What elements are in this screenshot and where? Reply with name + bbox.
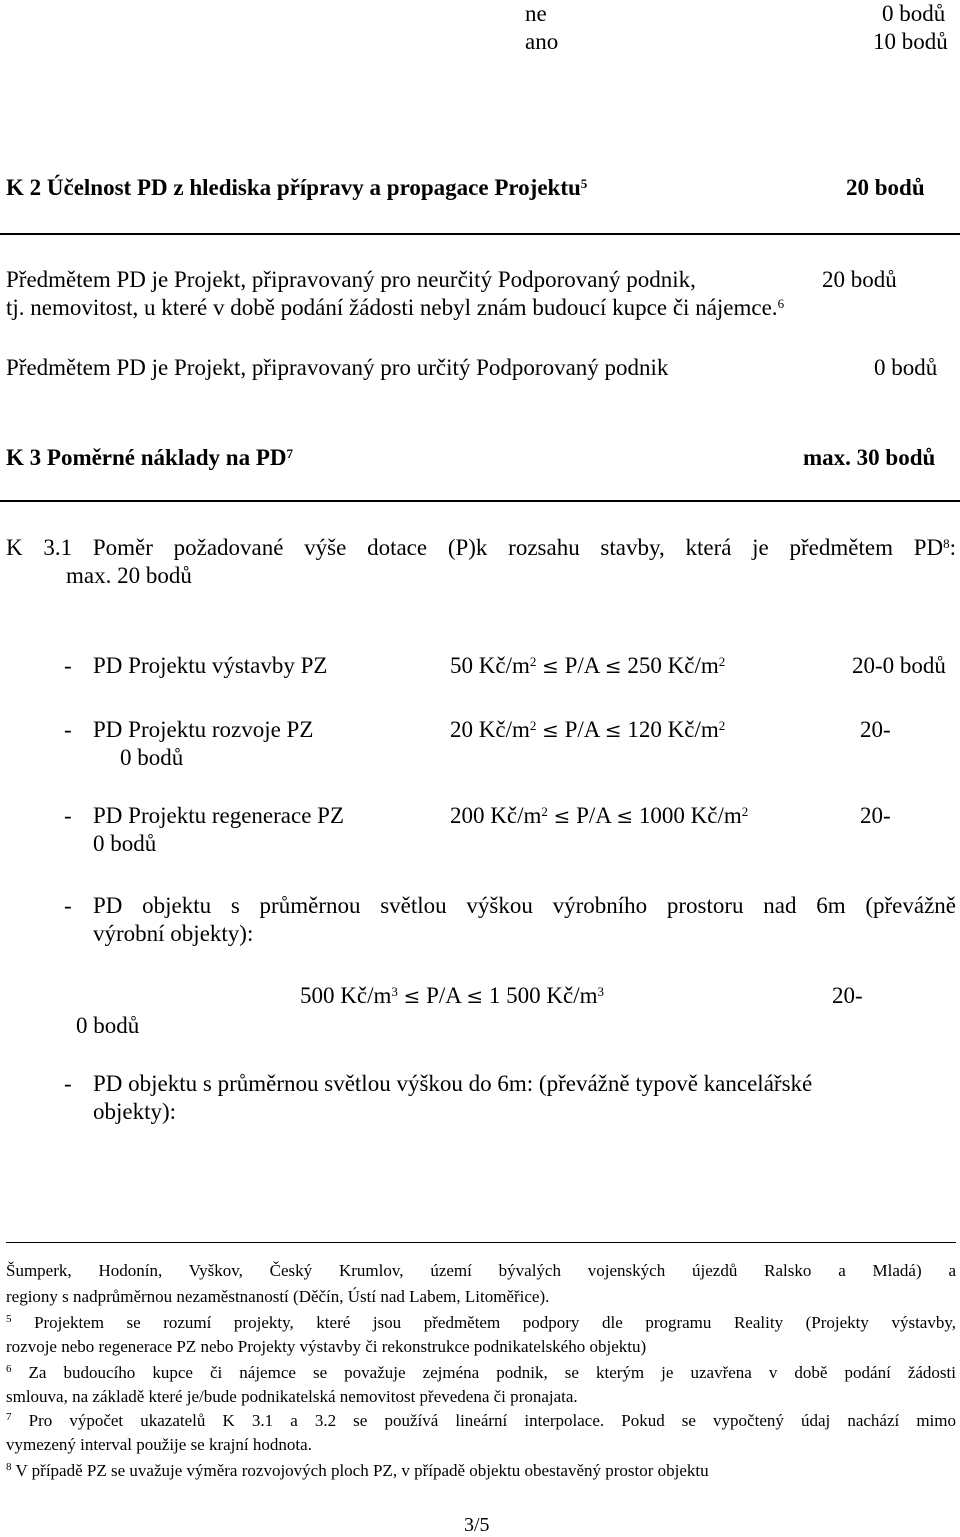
k2-item-b-line: Předmětem PD je Projekt, připravovaný pro určitý Podporovaný podnik	[6, 355, 669, 380]
row2-label: PD Projektu rozvoje PZ	[93, 717, 314, 742]
k31-line2: max. 20 bodů	[66, 563, 192, 588]
footnote-7-line2: vymezený interval použije se krajní hodnota.	[6, 1435, 312, 1454]
row4-line2: výrobní objekty):	[93, 921, 254, 946]
k3-footnote-ref: 7	[286, 446, 293, 462]
footnote-7-line1: $^7$ Pro výpočet ukazatelů K 3.1 a 3.2 se používá lineární interpolace. Pokud se vypočtený údaj nachází mimo	[6, 1411, 957, 1430]
row2-points-a: 20-	[860, 717, 891, 742]
k2-points: 20 bodů	[846, 175, 925, 200]
row3-dash: -	[64, 803, 72, 828]
le-symbol: ≤	[553, 804, 571, 828]
footnote-6-number: 6	[6, 1363, 12, 1376]
row3-points-b: 0 bodů	[93, 831, 157, 856]
row3-label: PD Projektu regenerace PZ	[93, 803, 345, 828]
page-number: 3/5	[464, 1514, 490, 1536]
row3-points-a: 20-	[860, 803, 891, 828]
footnote-6-line1: $^6$ Za budoucího kupce či nájemce se považuje zejména podnik, se kterým je uzavřena v době podání žádosti	[6, 1363, 956, 1382]
k2-rule	[0, 233, 960, 235]
row1-points: 20-0 bodů	[852, 653, 946, 678]
le-symbol: ≤	[616, 804, 634, 828]
row4-points-a: 20-	[832, 983, 863, 1008]
k2-item-a-line2: tj. nemovitost, u které v době podání žádosti nebyl znám budoucí kupce či nájemce.$^6$	[6, 295, 785, 320]
row5-line1: PD objektu s průměrnou světlou výškou do 6m: (převážně typově kancelářské	[93, 1071, 813, 1096]
row4-line1: PD objektu s průměrnou světlou výškou výrobního prostoru nad 6m (převážně	[93, 893, 956, 918]
footnote-rule	[6, 1242, 956, 1243]
le-symbol: ≤	[604, 718, 622, 742]
le-symbol: ≤	[403, 984, 421, 1008]
row2-range: 20 $Kč/m^2 \le P/A \le 120$ $Kč/m^2$	[450, 717, 726, 742]
le-symbol: ≤	[542, 718, 559, 742]
row4-points-b: 0 bodů	[76, 1013, 140, 1038]
le-symbol: ≤	[466, 984, 484, 1008]
row-ne-label: ne	[525, 1, 547, 26]
row3-range: 200 $Kč/m^2 \le P/A \le 1000$ $Kč/m^2$	[450, 803, 749, 828]
k2-item-a-points: 20 bodů	[822, 267, 897, 292]
k2-footnote-ref: 5	[580, 176, 588, 192]
row5-dash: -	[64, 1071, 72, 1096]
row2-points-b: 0 bodů	[120, 745, 184, 770]
le-symbol: ≤	[604, 654, 622, 678]
row4-dash: -	[64, 893, 72, 918]
le-symbol: ≤	[542, 654, 559, 678]
footnote-continuation-line2: regiony s nadprůměrnou nezaměstnaností (Děčín, Ústí nad Labem, Litoměřice).	[6, 1287, 550, 1306]
footnote-5-line2: rozvoje nebo regenerace PZ nebo Projekty výstavby či rekonstrukce podnikatelského objektu)	[6, 1337, 647, 1356]
k3-heading: K 3 Poměrné náklady na $PD^7$	[6, 445, 293, 470]
footnote-6-line2: smlouva, na základě které je/bude podnikatelská nemovitost převedena či pronajata.	[6, 1387, 578, 1406]
k31-footnote-ref: 8	[943, 536, 950, 552]
footnote-continuation-line1: Šumperk, Hodonín, Vyškov, Český Krumlov, území bývalých vojenských újezdů Ralsko a Mladá) a	[6, 1261, 956, 1280]
footnote-5-number: 5	[6, 1313, 12, 1326]
footnote-8-number: 8	[6, 1461, 12, 1474]
k2-item-a-ref: 6	[777, 296, 785, 312]
row-ano-value: 10 bodů	[873, 29, 948, 54]
row1-range: 50 $Kč/m^2 \le P/A \le 250$ $Kč/m^2$	[450, 653, 726, 678]
row1-label: PD Projektu výstavby PZ	[93, 653, 328, 678]
row4-range: 500 $Kč/m^3 \le P/A \le 1$ 500 $Kč/m^3$	[300, 983, 605, 1008]
k31-line1: K 3.1 Poměr požadované výše dotace (P)k rozsahu stavby, která je předmětem $PD^8$:	[6, 535, 956, 560]
row2-dash: -	[64, 717, 72, 742]
k2-item-a-line1: Předmětem PD je Projekt, připravovaný pro neurčitý Podporovaný podnik,	[6, 267, 696, 292]
k3-points: max. 30 bodů	[803, 445, 936, 470]
row-ne-value: 0 bodů	[882, 1, 946, 26]
row-ano-label: ano	[525, 29, 559, 54]
footnote-7-number: 7	[6, 1411, 12, 1424]
row1-dash: -	[64, 653, 72, 678]
k2-heading: K 2 Účelnost PD z hlediska přípravy a propagace Projektu$^5$	[6, 175, 588, 200]
footnote-8-line1: $^8$ V případě PZ se uvažuje výměra rozvojových ploch PZ, v případě objektu obestavěný prostor objektu	[6, 1461, 709, 1480]
footnote-5-line1: $^5$ Projektem se rozumí projekty, které jsou předmětem podpory dle programu Reality (Projekty výstavby,	[6, 1313, 956, 1332]
k3-rule	[0, 500, 960, 502]
k2-item-b-points: 0 bodů	[874, 355, 938, 380]
row5-line2: objekty):	[93, 1099, 177, 1124]
